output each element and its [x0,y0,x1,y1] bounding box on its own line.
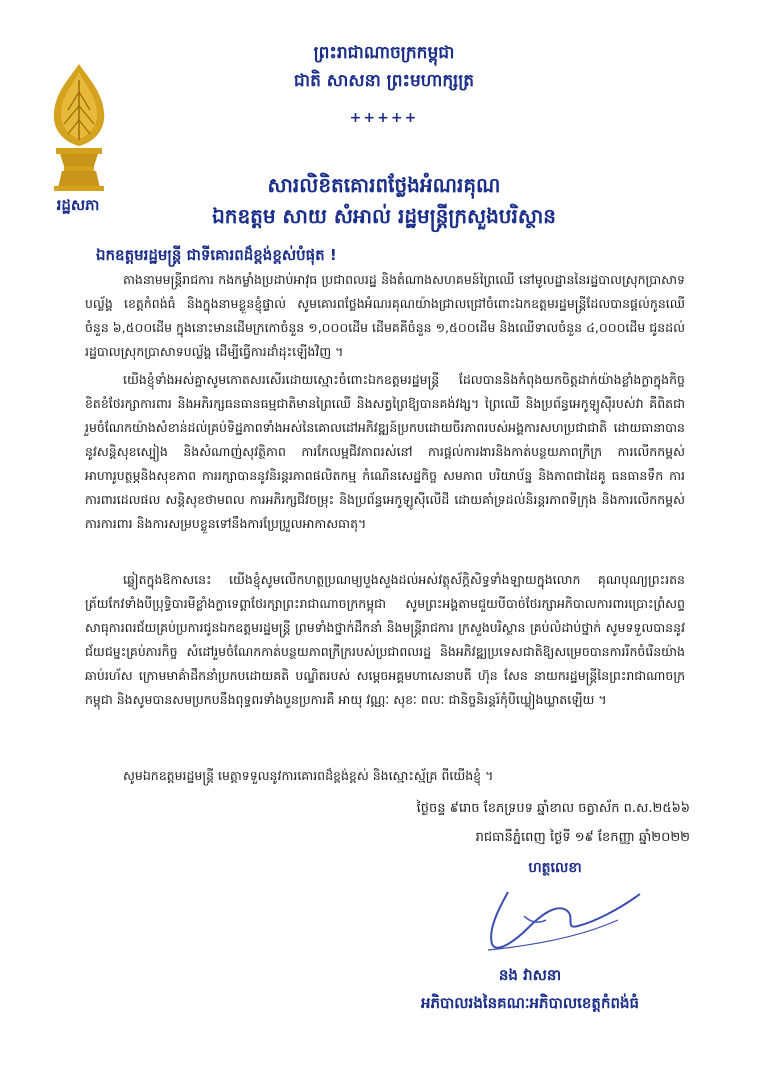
body-paragraph-3: ឆ្លៀតក្នុងឱកាសនេះ យើងខ្ញុំសូមលើកហត្ថប្រណម្យបួងសួងដល់អស់វត្ថុស័ក្តិសិទ្ធទាំងឡាយក្នុងលោក គុណបុណ្យព្រះរតនត្រ័យកែវទាំងបីប្រុទ្ធិបារមីខ្លាំងក្លាទេព្តាថែរក្សាព្រះរាជាណាចក្រកម្ពុជា សូមព្រះអង្គតាមជួយបីបាច់ថែរក្សាអភិបាលការពារប្រោះព្រំសព្ទសាធុការពរជ័យគ្រប់ប្រការជូនឯកឧត្តមរដ្ឋមន្ត្រី ព្រមទាំងថ្នាក់ដឹកនាំ និងមន្ត្រីរាជការ ក្រសួងបរិស្ថាន គ្រប់លំដាប់ថ្នាក់ សូមទទួលបាននូវជ័យជម្នះគ្រប់ភារកិច្ច សំដៅរួមចំណែកកាត់បន្ថយភាពក្រីក្ររបស់ប្រជាពលរដ្ឋ និងអភិវឌ្ឍប្រទេសជាតិឱ្យសម្រេចបានការរីកចំរើនយ៉ាងឆាប់រហ័ស ក្រោមមាគ៌ាដឹកនាំប្រកបដោយគតិ បណ្ឌិតរបស់ សម្តេចអគ្គមហាសេនាបតី ហ៊ុន សែន នាយករដ្ឋមន្ត្រីនៃព្រះរាជាណាចក្រកម្ពុជា និងសូមបានសមប្រកបនឹងពុទ្ធពរទាំងបួនប្រការគឺ អាយុ វណ្ណៈ សុខៈ ពលៈ ជានិច្ចនិរន្តរ៍កុំបីឃ្លៀងឃ្លាតឡើយ ។ [85,572,685,707]
national-motto: ជាតិ សាសនា ព្រះមហាក្សត្រ [293,71,475,91]
letter-recipient: ឯកឧត្តម សាយ សំអាល់ រដ្ឋមន្ត្រីក្រសួងបរិស្ថាន [212,204,556,228]
body-paragraph-4: សូមឯកឧត្តមរដ្ឋមន្ត្រី មេត្តាទទួលនូវការគោរពដ៏ខ្ពង់ខ្ពស់ និងស្មោះស្ម័គ្រ ពីយើងខ្ញុំ ។ [123,768,494,783]
signer-name: នង វាសនា [498,966,562,984]
signer-title: អភិបាលរងនៃគណៈអភិបាលខេត្តកំពង់ធំ [420,994,640,1012]
solar-date: រាជធានីភ្នំពេញ ថ្ងៃទី ១៩ ខែកញ្ញា ឆ្នាំ២០២២ [475,830,690,845]
lunar-date: ថ្ងៃចន្ទ ៩រោច ខែភទ្របទ ឆ្នាំខាល ចត្វាស័ក ព.ស.២៥៦៦ [416,801,690,816]
kingdom-name: ព្រះរាជាណាចក្រកម្ពុជា [313,43,455,63]
letter-title: សារលិខិតគោរពថ្លែងអំណរគុណ [267,173,501,197]
body-paragraph-2: យើងខ្ញុំទាំងអស់គ្នាសូមកោតសរសើរដោយស្មោះចំពោះឯកឧត្តមរដ្ឋមន្ត្រី ដែលបាននិងកំពុងយកចិត្តដាក់យ៉ាងខ្លាំងក្លាក្នុងកិច្ចខិតខំថែរក្សាការពារ និងអភិរក្សធនធានធម្មជាតិមានព្រៃឈើ និងសត្វព្រៃឱ្យបានគង់វង្ស។ ព្រៃឈើ និងប្រព័ន្ធអេកូឡូស៊ីរបស់វា គឺពិតជារួមចំណែកយ៉ាងសំខាន់ដល់គ្រប់ទិដ្ឋភាពទាំងអស់នៃគោលដៅអភិវឌ្ឍន៍ប្រកបដោយចីរភាពរបស់អង្គការសហប្រជាជាតិ ដោយធានាបាននូវសន្តិសុខស្បៀង និងសំណាញ់សុវត្ថិភាព ការកែលម្អជីវភាពរស់នៅ ការផ្តល់ការងារនិងកាត់បន្ថយភាពក្រីក្រ ការលើកកម្ពស់អាហារូបត្ថម្ភនិងសុខភាព ការរក្សាបាននូវនិរន្តរភាពផលិតកម្ម កំណើនសេដ្ឋកិច្ច សមភាព បរិយាប័ន្ន និងភាពជាដៃគូ ធនធានទឹក ការការពារដេលផល សន្តិសុខថាមពល ការអភិរក្សជីវចម្រុះ និងប្រព័ន្ធអេកូឡូស៊ីលើដី ដោយគាំទ្រដល់និរន្តរភាពទីក្រុង និងការលើកកម្ពស់ការការពារ និងការសម្របខ្លួនទៅនឹងការប្រែប្រួលអាកាសធាតុ។ [85,372,685,531]
party-name: រដ្ឋសភា [56,196,100,214]
handwritten-signature [468,880,648,960]
body-paragraph-1: តាងនាមមន្ត្រីរាជការ កងកម្លាំងប្រដាប់អាវុធ ប្រជាពលរដ្ឋ និងតំណាងសហគមន៍ព្រៃឈើ នៅមូលដ្ឋាននៃរដ្ឋបាលស្រុកប្រាសាទបល្ល័ង្គ ខេត្តកំពង់ធំ និងក្នុងនាមខ្លួនខ្ញុំផ្ទាល់ សូមគោរពថ្លែងអំណរគុណយ៉ាងជ្រាលជ្រៅចំពោះឯកឧត្តមរដ្ឋមន្ត្រីដែលបានផ្តល់កូនឈើចំនួន ៦,៥០០ដើម ក្នុងនោះមានដើមក្រកោចំនួន ១,០០០ដើម ដើមគគីចំនួន ១,៥០០ដើម និងឈើទាលចំនួន ៤,០០០ដើម ជូនដល់រដ្ឋបាលស្រុកប្រាសាទបល្ល័ង្គ ដើម្បីធ្វើការដាំដុះឡើងវិញ ។ [85,272,685,359]
signature-label: ហត្ថលេខា [528,860,582,876]
header-ornament: +++++ [349,110,419,126]
salutation: ឯកឧត្តមរដ្ឋមន្ត្រី ជាទីគោរពដ៏ខ្ពង់ខ្ពស់បំផុត ! [96,246,337,264]
